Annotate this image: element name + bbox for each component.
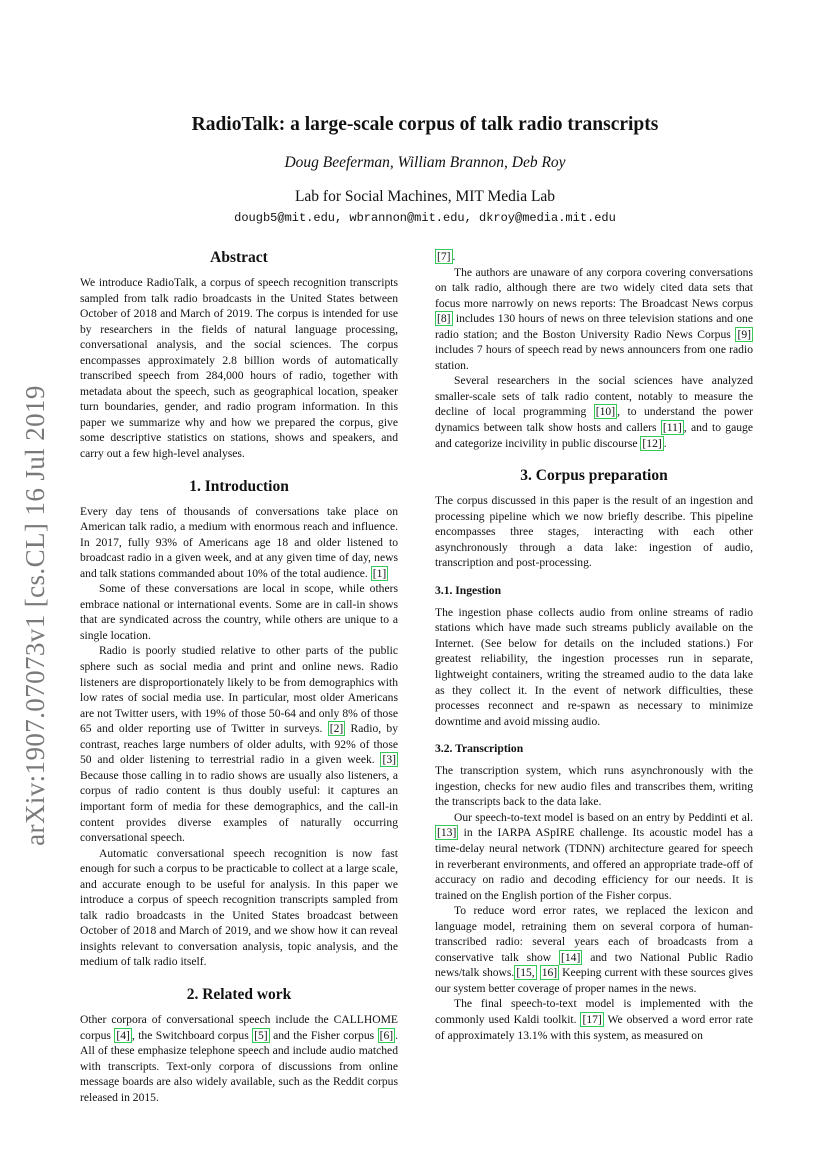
text-segment: . xyxy=(452,250,456,263)
ingestion-paragraph: The ingestion phase collects audio from online streams of radio stations which have made such streams publicly available on the Internet. (See below for details on the included stations.) For greatest reliability, the ingestion processes run in separate, lightweight containers, writing the streamed audio to the data lake as they collect it. In the event of network difficulties, these processes reconnect and re-spawn as necessary to minimize downtime and avoid missing audio. xyxy=(435,605,753,728)
citation-link[interactable]: [10] xyxy=(595,405,616,419)
text-segment: includes 130 hours of news on three television stations and one radio station; and the Boston University Radio News Corpus xyxy=(435,312,753,341)
affiliation: Lab for Social Machines, MIT Media Lab xyxy=(294,188,556,205)
introduction-heading: 1. Introduction xyxy=(189,477,289,495)
transcription-paragraph-3 xyxy=(435,903,753,996)
text-segment: and the Fisher corpus xyxy=(269,1028,378,1042)
transcription-paragraph-2 xyxy=(435,810,753,903)
abstract-heading: Abstract xyxy=(210,249,268,266)
text-segment: , the Switchboard corpus xyxy=(131,1028,253,1042)
text-segment: Our speech-to-text model is based on an entry by Peddinti et al. xyxy=(454,810,753,824)
text-segment: To reduce word error rates, we replaced the lexicon and language model, retraining them on several corpora of human-transcribed radio: several years each of broadcasts from a conservative talk show xyxy=(435,904,753,964)
citation-link[interactable]: [4] xyxy=(116,1028,130,1042)
corpus-paragraph-1: The corpus discussed in this paper is the result of an ingestion and processing pipeline which we now briefly describe. This pipeline encompasses three stages, interacting with each other asynchronously through a data lake: ingestion of audio, transcription and post-processing. xyxy=(435,494,753,570)
text-segment: Because those calling in to radio shows are usually also listeners, a corpus of radio content is thus doubly useful: it captures an important form of media for these demographics, and the call-in content provides diverse examples of naturally occurring conversational speech. xyxy=(80,768,398,845)
citation-link[interactable]: [2] xyxy=(329,722,344,736)
citation-link[interactable]: [17] xyxy=(582,1012,602,1026)
transcription-heading: 3.2. Transcription xyxy=(435,742,524,756)
authors: Doug Beeferman, William Brannon, Deb Roy xyxy=(284,154,566,171)
text-segment: . All of these emphasize telephone speech and include audio matched with transcripts. Text-only corpora of discussions from online message boards are also widely available, such as the Reddit corpus released in 2015. xyxy=(80,1028,399,1104)
text-segment: in the IARPA ASpIRE challenge. Its acoustic model has a time-delay neural network (TDNN) architecture geared for speech in reverberant environments, and offered an appropriate trade-off of accuracy on radio and decoding efficiency for our needs. It is trained on the English portion of the Fisher corpus. xyxy=(435,826,753,902)
arxiv-sidebar xyxy=(14,350,56,880)
citation-link[interactable]: [1] xyxy=(372,566,387,580)
intro-paragraph-4: Automatic conversational speech recognition is now fast enough for such a corpus to be practicable to collect at a large scale, and accurate enough to be useful for analysis. In this paper we introduce a corpus of speech recognition transcripts sampled from talk radio broadcasts in the United States broadcast between October of 2018 and March of 2019, and we show how it can reveal insights relevant to conversation analysis, topic analysis, and the medium of talk radio itself. xyxy=(80,846,398,969)
related-paragraph-1a xyxy=(80,1012,398,1105)
citation-link[interactable]: [14] xyxy=(561,950,581,964)
related-paragraph-3 xyxy=(435,373,753,451)
citation-link[interactable]: [3] xyxy=(382,753,396,767)
citation-link[interactable]: 16] xyxy=(541,966,558,980)
text-segment: . xyxy=(663,436,667,450)
text-segment: includes 7 hours of speech read by news announcers from one radio station. xyxy=(435,343,753,372)
author-emails: dougb5@mit.edu, wbrannon@mit.edu, dkroy@media.mit.edu xyxy=(234,211,616,225)
intro-paragraph-2: Some of these conversations are local in scope, while others embrace national or international events. Some are in call-in shows that are syndicated across the country, while others are unique to a single location. xyxy=(80,582,398,642)
citation-link[interactable]: [8] xyxy=(437,312,451,326)
text-segment: Other corpora of conversational speech include the CALLHOME corpus xyxy=(80,1012,398,1042)
text-segment: Radio, by contrast, reaches large numbers of older adults, with 92% of those 50 and older listening to terrestrial radio in a given week. xyxy=(80,722,399,767)
text-segment: Every day tens of thousands of conversations take place on American talk radio, a medium with enormous reach and influence. In 2017, fully 93% of Americans age 18 and older listened to broadcast radio in a given week, and at any given time of day, news and talk stations commanded about 10% of the total audience. xyxy=(80,504,398,580)
citation-link[interactable]: [12] xyxy=(642,436,662,450)
citation-link[interactable]: [6] xyxy=(379,1028,394,1042)
abstract-text: We introduce RadioTalk, a corpus of speech recognition transcripts sampled from talk radio broadcasts in the United States between October of 2018 and March of 2019. The corpus is intended for use by researchers in the fields of natural language processing, conversational analysis, and the social sciences. The corpus encompasses approximately 2.8 billion words of automatically transcribed speech from 284,000 hours of radio, together with metadata about the speech, such as geographical location, speaker turn boundaries, gender, and radio program information. In this paper we summarize why and how we prepared the corpus, give some descriptive statistics on stations, shows and speakers, and carry out a few high-level analyses. xyxy=(80,276,398,461)
related-paragraph-2 xyxy=(435,265,753,374)
citation-link[interactable]: [9] xyxy=(737,327,751,341)
text-segment: The authors are unaware of any corpora covering conversations on talk radio, although there are two widely cited data sets that focus more narrowly on news reports: The Broadcast News corpus xyxy=(435,265,753,310)
citation-link[interactable]: [13] xyxy=(437,826,457,840)
text-segment: We observed a word error rate of approximately 13.1% with this system, as measured on xyxy=(435,1012,753,1042)
text-segment: Radio is poorly studied relative to other parts of the public sphere such as social media and print and online news. Radio listeners are disproportionately likely to be from demographics with low rates of social media use. In particular, most older Americans are not Twitter users, with 19% of those 50-64 and only 8% of those 65 and older reporting use of Twitter in surveys. xyxy=(80,644,398,736)
citation-link[interactable]: [11] xyxy=(662,421,682,435)
arxiv-identifier: arXiv:1907.07073v1 [cs.CL] 16 Jul 2019 xyxy=(19,384,50,846)
ingestion-heading: 3.1. Ingestion xyxy=(435,583,502,597)
intro-paragraph-1 xyxy=(80,504,398,582)
citation-link[interactable]: [7] xyxy=(437,250,451,263)
text-segment: , and to gauge and categorize incivility in public discourse xyxy=(435,421,753,450)
citation-link[interactable]: [15, xyxy=(516,966,535,980)
text-segment: , to understand the power dynamics between talk show hosts and callers xyxy=(435,405,753,435)
paper-header xyxy=(80,114,770,225)
text-segment: The final speech-to-text model is implemented with the commonly used Kaldi toolkit. xyxy=(435,997,753,1026)
text-segment: Several researchers in the social sciences have analyzed smaller-scale sets of talk radio content, notably to measure the decline of local programming xyxy=(435,374,753,419)
intro-paragraph-3 xyxy=(80,643,398,845)
transcription-paragraph-1: The transcription system, which runs asynchronously with the ingestion, checks for new audio files and transcribes them, writing the transcripts back to the data lake. xyxy=(435,764,753,809)
left-column xyxy=(80,249,398,1105)
right-column xyxy=(435,249,753,1043)
text-segment: and two National Public Radio news/talk shows. xyxy=(435,950,753,980)
related-paragraph-1b xyxy=(435,249,753,265)
paper-title: RadioTalk: a large-scale corpus of talk radio transcripts xyxy=(191,114,659,135)
related-work-heading: 2. Related work xyxy=(186,985,292,1003)
corpus-preparation-heading: 3. Corpus preparation xyxy=(520,467,668,485)
text-segment: Keeping current with these sources gives our system better coverage of proper names in the news. xyxy=(435,966,753,995)
transcription-paragraph-4 xyxy=(435,996,753,1043)
citation-link[interactable]: [5] xyxy=(254,1028,268,1042)
